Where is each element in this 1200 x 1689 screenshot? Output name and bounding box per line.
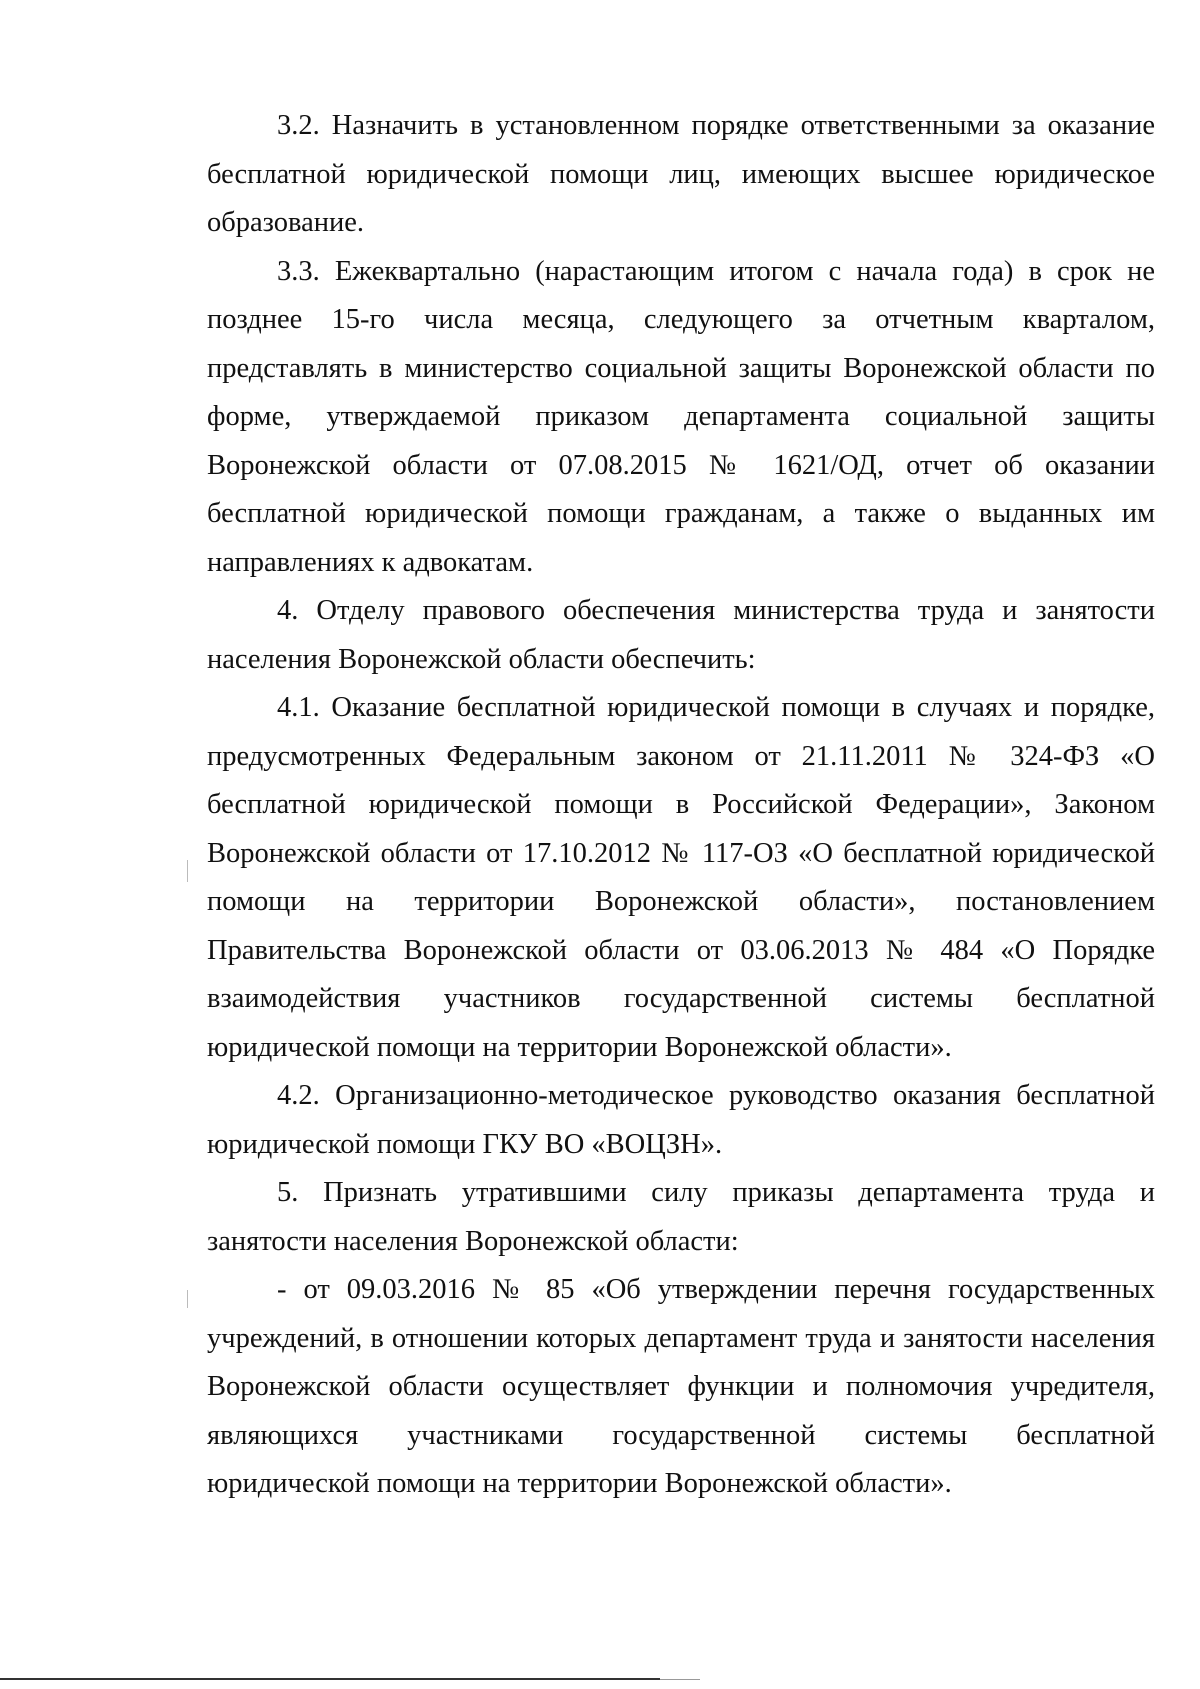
document-body bbox=[207, 102, 1155, 1509]
paragraph-4: 4. Отделу правового обеспечения министерства труда и занятости населения Воронежской области обеспечить: bbox=[207, 595, 1155, 675]
paragraph-3-2: 3.2. Назначить в установленном порядке ответственными за оказание бесплатной юридической помощи лиц, имеющих высшее юридическое образование. bbox=[207, 110, 1155, 238]
paragraph-3-3: 3.3. Ежеквартально (нарастающим итогом с начала года) в срок не позднее 15-го числа месяца, следующего за отчетным кварталом, представлять в министерство социальной защиты Воронежской области по форме, утверждаемой приказом департамента социальной защиты Воронежской области от 07.08.2015 № 1621/ОД, отчет об оказании бесплатной юридической помощи гражданам, а также о выданных им направлениях к адвокатам. bbox=[207, 255, 1155, 578]
paragraph-5: 5. Признать утратившими силу приказы департамента труда и занятости населения Воронежской области: bbox=[207, 1177, 1155, 1257]
scan-margin-mark bbox=[187, 1290, 188, 1308]
scan-margin-mark bbox=[187, 860, 188, 882]
scan-edge-line bbox=[660, 1679, 700, 1680]
paragraph-4-2: 4.2. Организационно-методическое руководство оказания бесплатной юридической помощи ГКУ ВО «ВОЦЗН». bbox=[207, 1080, 1155, 1160]
paragraph-4-1: 4.1. Оказание бесплатной юридической помощи в случаях и порядке, предусмотренных Федеральным законом от 21.11.2011 № 324-ФЗ «О бесплатной юридической помощи в Российской Федерации», Законом Воронежской области от 17.10.2012 № 117-ОЗ «О бесплатной юридической помощи на территории Воронежской области», постановлением Правительства Воронежской области от 03.06.2013 № 484 «О Порядке взаимодействия участников государственной системы бесплатной юридической помощи на территории Воронежской области». bbox=[207, 692, 1155, 1063]
scan-edge-line bbox=[0, 1678, 660, 1680]
paragraph-5-item: - от 09.03.2016 № 85 «Об утверждении перечня государственных учреждений, в отношении которых департамент труда и занятости населения Воронежской области осуществляет функции и полномочия учредителя, являющихся участниками государственной системы бесплатной юридической помощи на территории Воронежской области». bbox=[207, 1274, 1155, 1499]
